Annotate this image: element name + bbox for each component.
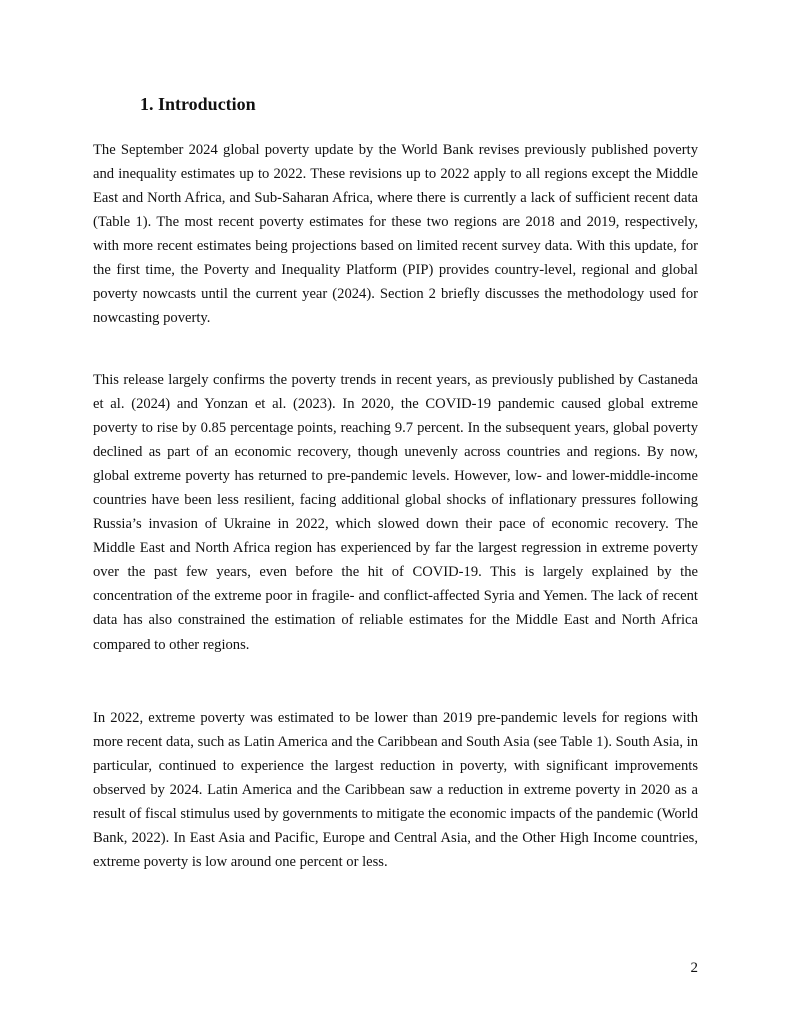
page-number: 2 (690, 960, 698, 976)
section-heading: 1. Introduction (140, 94, 256, 114)
paragraph-poverty-trends: This release largely confirms the poverty trends in recent years, as previously published by Castaneda et al. (2024) and Yonzan et al. (2023). In 2020, the COVID-19 pandemic caused global extreme poverty to rise by 0.85 percentage points, reaching 9.7 percent. In the subsequent years, global poverty declined as part of an economic recovery, though unevenly across countries and regions. By now, global extreme poverty has returned to pre-pandemic levels. However, low- and lower-middle-income countries have been less resilient, facing additional global shocks of inflationary pressures following Russia’s invasion of Ukraine in 2022, which slowed down their pace of economic recovery. The Middle East and North Africa region has experienced by far the largest regression in extreme poverty over the past few years, even before the hit of COVID-19. This is largely explained by the concentration of the extreme poor in fragile- and conflict-affected Syria and Yemen. The lack of recent data has also constrained the estimation of reliable estimates for the Middle East and North Africa compared to other regions. (93, 372, 698, 653)
paragraph-regional-poverty: In 2022, extreme poverty was estimated to be lower than 2019 pre-pandemic levels for regions with more recent data, such as Latin America and the Caribbean and South Asia (see Table 1). South Asia, in particular, continued to experience the largest reduction in poverty, with significant improvements observed by 2024. Latin America and the Caribbean saw a reduction in extreme poverty in 2020 as a result of fiscal stimulus used by governments to mitigate the economic impacts of the pandemic (World Bank, 2022). In East Asia and Pacific, Europe and Central Asia, and the Other High Income countries, extreme poverty is low around one percent or less. (93, 710, 698, 871)
paragraph-poverty-update: The September 2024 global poverty update by the World Bank revises previously published poverty and inequality estimates up to 2022. These revisions up to 2022 apply to all regions except the Middle East and North Africa, and Sub-Saharan Africa, where there is currently a lack of sufficient recent data (Table 1). The most recent poverty estimates for these two regions are 2018 and 2019, respectively, with more recent estimates being projections based on limited recent survey data. With this update, for the first time, the Poverty and Inequality Platform (PIP) provides country-level, regional and global poverty nowcasts until the current year (2024). Section 2 briefly discusses the methodology used for nowcasting poverty. (93, 142, 698, 327)
